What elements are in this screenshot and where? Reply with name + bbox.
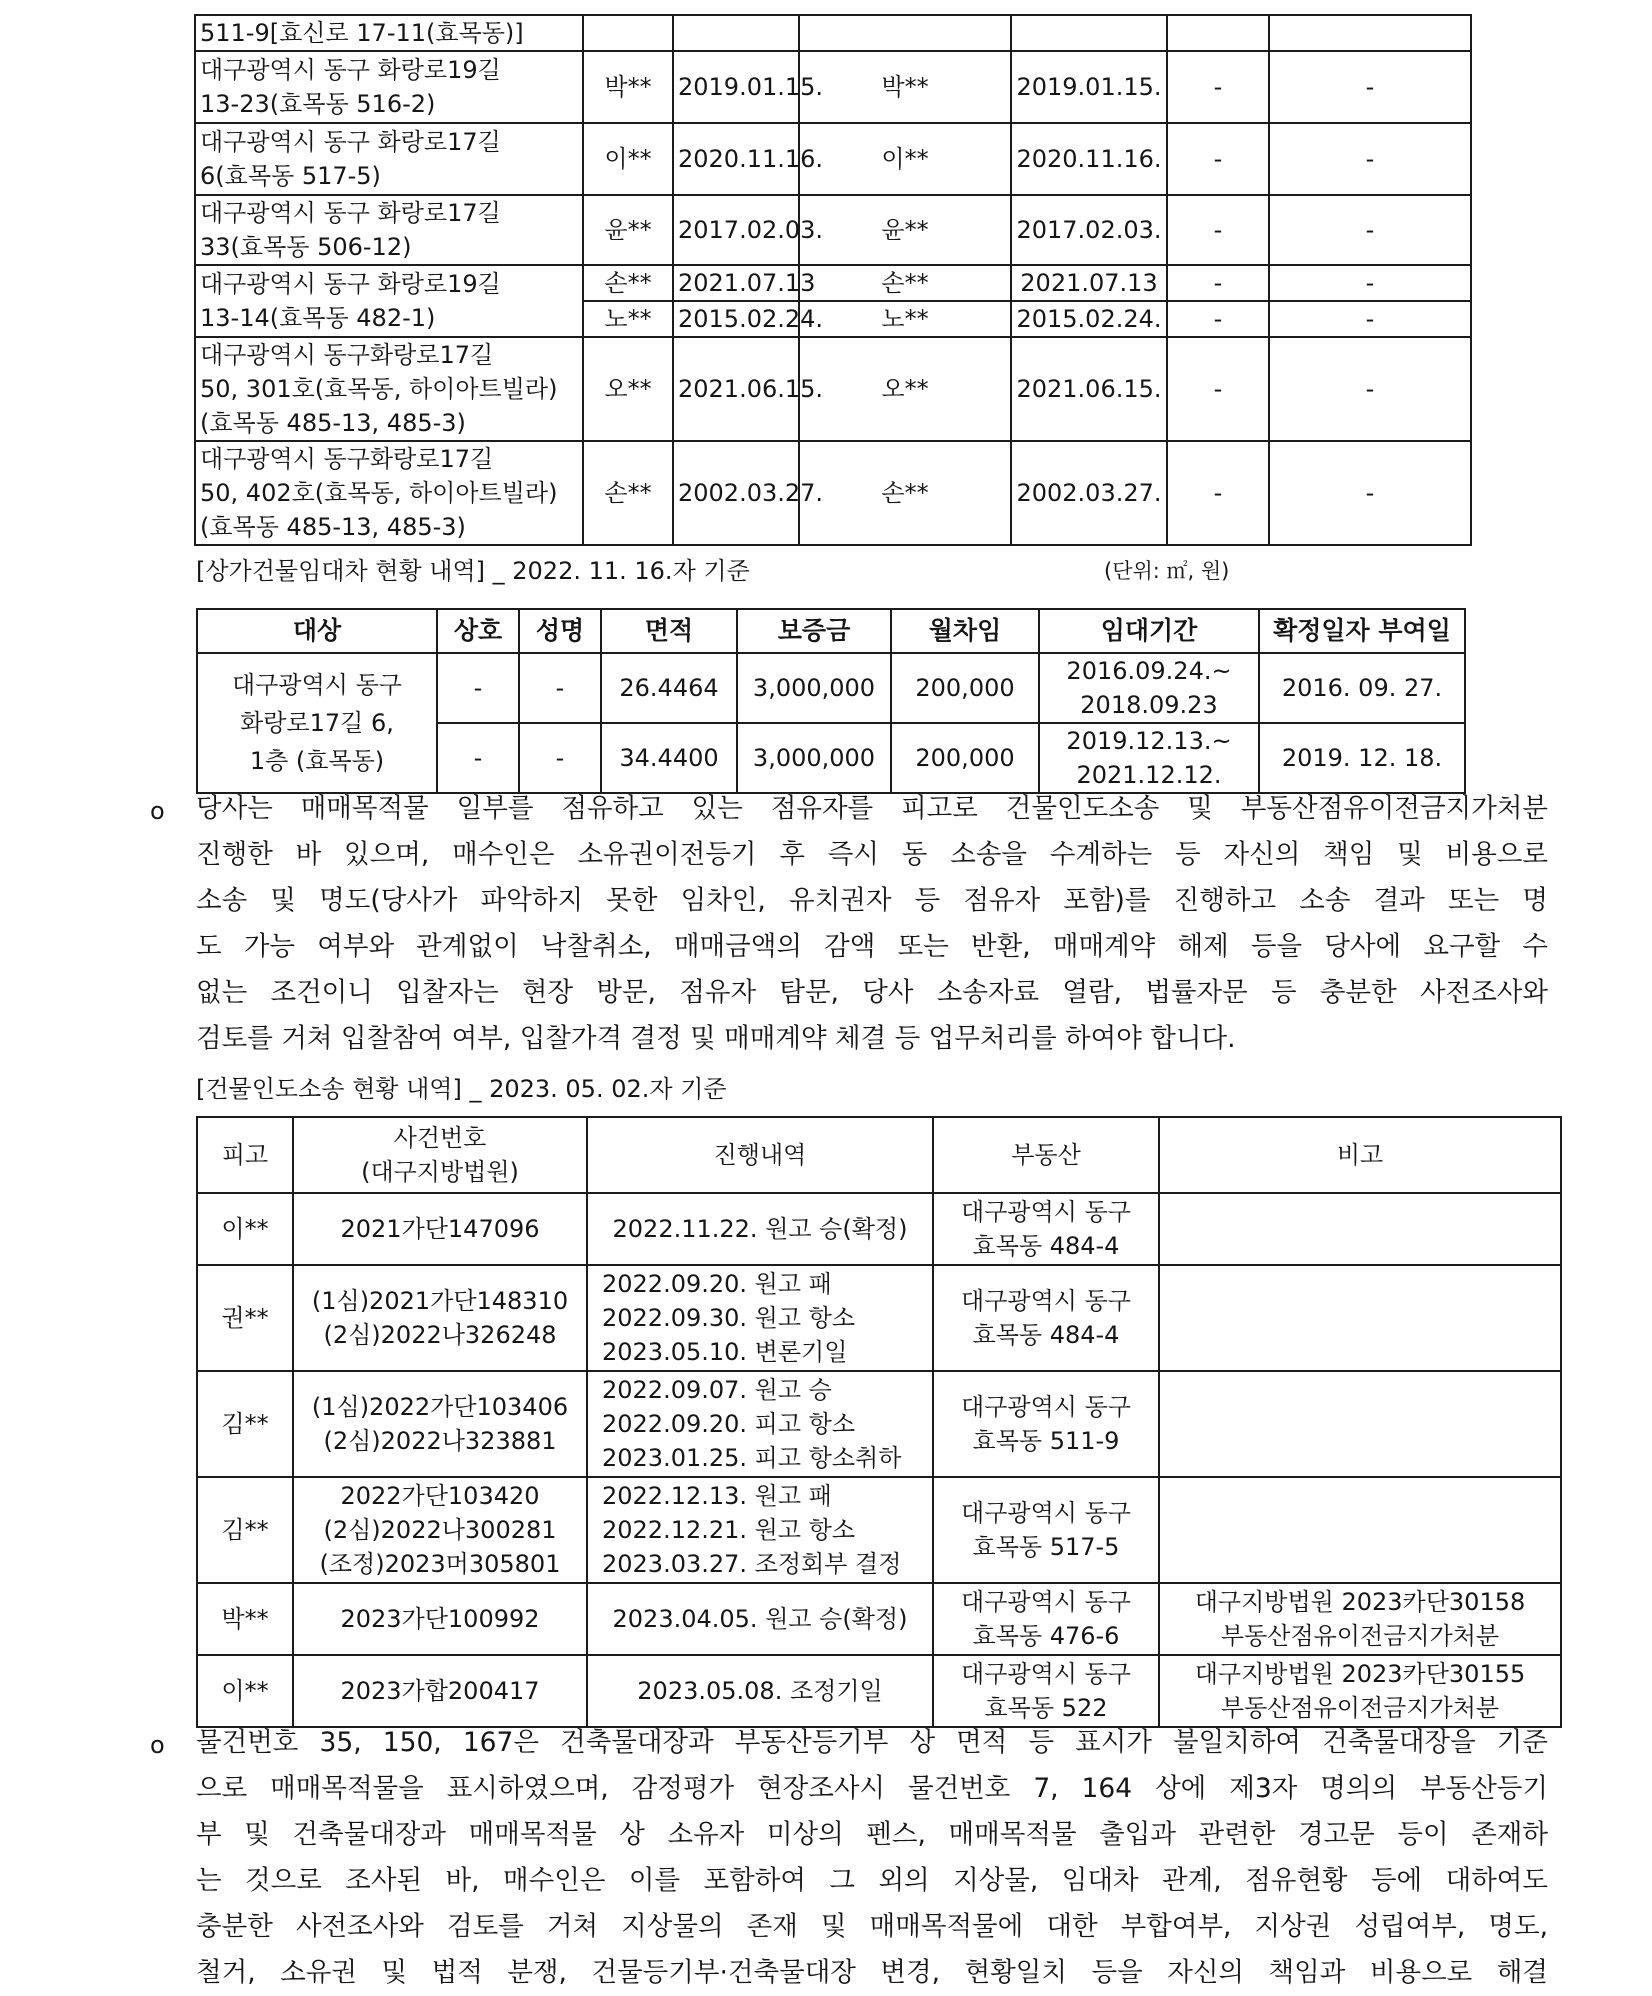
column-header: 면적: [601, 609, 737, 653]
cell: [1269, 15, 1471, 51]
paragraph-line: 철거, 소유권 및 법적 분쟁, 건물등기부·건축물대장 변경, 현황일치 등을 자신의 책임과 비용으로 해결: [196, 1957, 1548, 1988]
cell: 2023.04.05. 원고 승(확정): [587, 1583, 933, 1655]
lawsuit-caption: [건물인도소송 현황 내역] _ 2023. 05. 02.자 기준: [196, 1075, 727, 1103]
cell: 김**: [197, 1477, 293, 1583]
cell: 노**: [799, 301, 1011, 337]
cell: 2021.06.15.: [673, 337, 799, 441]
paragraph-line: 으로 매매목적물을 표시하였으며, 감정평가 현장조사시 물건번호 7, 164 상에 제3자 명의의 부동산등기: [196, 1773, 1548, 1804]
cell: 2016. 09. 27.: [1259, 653, 1465, 723]
cell: 이**: [197, 1193, 293, 1265]
column-header: 성명: [519, 609, 601, 653]
cell: 2021.07.13: [1011, 265, 1167, 301]
column-header: 보증금: [737, 609, 891, 653]
cell: -: [1269, 123, 1471, 195]
cell: 대구광역시 동구 효목동 484-4: [933, 1265, 1159, 1371]
cell: 200,000: [891, 653, 1039, 723]
lease-caption: [상가건물임대차 현황 내역] _ 2022. 11. 16.자 기준: [196, 557, 750, 585]
cell: -: [1269, 51, 1471, 123]
address-cell: 대구광역시 동구 화랑로17길 6(효목동 517-5): [195, 123, 583, 195]
cell: -: [437, 723, 519, 793]
cell: -: [1167, 337, 1269, 441]
address-cell: 대구광역시 동구화랑로17길 50, 402호(효목동, 하이아트빌라) (효목동 485-13, 485-3): [195, 441, 583, 545]
cell: 박**: [197, 1583, 293, 1655]
lease-target-cell: 대구광역시 동구 화랑로17길 6, 1층 (효목동): [197, 653, 437, 793]
cell: 대구광역시 동구 효목동 484-4: [933, 1193, 1159, 1265]
column-header: 월차임: [891, 609, 1039, 653]
column-header: 확정일자 부여일: [1259, 609, 1465, 653]
column-header: 사건번호 (대구지방법원): [293, 1117, 587, 1193]
address-cell: 대구광역시 동구 화랑로19길 13-23(효목동 516-2): [195, 51, 583, 123]
cell: 2022.11.22. 원고 승(확정): [587, 1193, 933, 1265]
column-header: 피고: [197, 1117, 293, 1193]
cell: 2019.01.15.: [673, 51, 799, 123]
cell: -: [1269, 337, 1471, 441]
cell: 2019. 12. 18.: [1259, 723, 1465, 793]
address-cell: 대구광역시 동구 화랑로17길 33(효목동 506-12): [195, 195, 583, 265]
table-row: [195, 265, 1471, 301]
cell: -: [1269, 195, 1471, 265]
cell: 2021가단147096: [293, 1193, 587, 1265]
column-header: 상호: [437, 609, 519, 653]
cell: [1159, 1477, 1561, 1583]
tenant-table: [194, 14, 1472, 546]
cell: 2019.12.13.~ 2021.12.12.: [1039, 723, 1259, 793]
table-row: [195, 441, 1471, 545]
paragraph-line: 는 것으로 조사된 바, 매수인은 이를 포함하여 그 외의 지상물, 임대차 관계, 점유현황 등에 대하여도: [196, 1865, 1548, 1896]
cell: -: [519, 653, 601, 723]
cell: 손**: [799, 265, 1011, 301]
cell: -: [437, 653, 519, 723]
cell: [1011, 15, 1167, 51]
cell: -: [1167, 51, 1269, 123]
column-header: 진행내역: [587, 1117, 933, 1193]
cell: 2019.01.15.: [1011, 51, 1167, 123]
cell: 2023가합200417: [293, 1655, 587, 1727]
table-row: [195, 123, 1471, 195]
cell: 이**: [583, 123, 673, 195]
table-row: [197, 1583, 1561, 1655]
cell: 대구광역시 동구 효목동 517-5: [933, 1477, 1159, 1583]
table-row: [197, 653, 1465, 723]
cell: 손**: [583, 265, 673, 301]
cell: 대구광역시 동구 효목동 476-6: [933, 1583, 1159, 1655]
cell: 34.4400: [601, 723, 737, 793]
paragraph-property-notice: [196, 1720, 1548, 1996]
cell: (1심)2021가단148310 (2심)2022나326248: [293, 1265, 587, 1371]
cell: 윤**: [799, 195, 1011, 265]
table-header-row: [197, 1117, 1561, 1193]
table-row: [195, 15, 1471, 51]
cell: [1159, 1371, 1561, 1477]
cell: [799, 15, 1011, 51]
cell: 대구지방법원 2023카단30158 부동산점유이전금지가처분: [1159, 1583, 1561, 1655]
cell: 2021.06.15.: [1011, 337, 1167, 441]
cell: -: [1269, 301, 1471, 337]
cell: [583, 15, 673, 51]
cell: 2016.09.24.~ 2018.09.23: [1039, 653, 1259, 723]
cell: 대구지방법원 2023카단30155 부동산점유이전금지가처분: [1159, 1655, 1561, 1727]
table-row: [195, 51, 1471, 123]
cell: 2002.03.27.: [1011, 441, 1167, 545]
table-header-row: [197, 609, 1465, 653]
cell: 2022.12.13. 원고 패 2022.12.21. 원고 항소 2023.03.27. 조정회부 결정: [587, 1477, 933, 1583]
table-row: [197, 1265, 1561, 1371]
cell: 2022.09.07. 원고 승 2022.09.20. 피고 항소 2023.01.25. 피고 항소취하: [587, 1371, 933, 1477]
lawsuit-table: [196, 1116, 1562, 1728]
column-header: 부동산: [933, 1117, 1159, 1193]
cell: 2015.02.24.: [673, 301, 799, 337]
lease-table: [196, 608, 1466, 794]
cell: 손**: [583, 441, 673, 545]
paragraph-line: 없는 조건이니 입찰자는 현장 방문, 점유자 탐문, 당사 소송자료 열람, 법률자문 등 충분한 사전조사와: [196, 977, 1548, 1008]
cell: 26.4464: [601, 653, 737, 723]
table-row: [197, 1655, 1561, 1727]
table-row: [197, 1193, 1561, 1265]
paragraph-line: 충분한 사전조사와 검토를 거쳐 지상물의 존재 및 매매목적물에 대한 부합여부, 지상권 성립여부, 명도,: [196, 1911, 1548, 1942]
cell: 2022.09.20. 원고 패 2022.09.30. 원고 항소 2023.05.10. 변론기일: [587, 1265, 933, 1371]
cell: 오**: [799, 337, 1011, 441]
cell: 2022가단103420 (2심)2022나300281 (조정)2023머305801: [293, 1477, 587, 1583]
cell: [1159, 1193, 1561, 1265]
cell: 2020.11.16.: [673, 123, 799, 195]
paragraph-line: 당사는 매매목적물 일부를 점유하고 있는 점유자를 피고로 건물인도소송 및 부동산점유이전금지가처분: [196, 793, 1548, 824]
cell: 윤**: [583, 195, 673, 265]
cell: -: [1269, 265, 1471, 301]
cell: 200,000: [891, 723, 1039, 793]
cell: [1167, 15, 1269, 51]
cell: 박**: [583, 51, 673, 123]
cell: -: [519, 723, 601, 793]
cell: 2021.07.13: [673, 265, 799, 301]
cell: 이**: [799, 123, 1011, 195]
paragraph-line: 물건번호 35, 150, 167은 건축물대장과 부동산등기부 상 면적 등 표시가 불일치하여 건축물대장을 기준: [196, 1727, 1548, 1758]
cell: [673, 15, 799, 51]
cell: [1159, 1265, 1561, 1371]
column-header: 대상: [197, 609, 437, 653]
bullet-marker: o: [150, 1731, 165, 1759]
paragraph-line: 소송 및 명도(당사가 파악하지 못한 임차인, 유치권자 등 점유자 포함)를 진행하고 소송 결과 또는 명: [196, 885, 1548, 916]
cell: 박**: [799, 51, 1011, 123]
lease-unit: (단위: ㎡, 원): [1104, 559, 1230, 583]
cell: 손**: [799, 441, 1011, 545]
cell: -: [1167, 301, 1269, 337]
table-row: [197, 1371, 1561, 1477]
address-cell: 대구광역시 동구화랑로17길 50, 301호(효목동, 하이아트빌라) (효목동 485-13, 485-3): [195, 337, 583, 441]
cell: -: [1269, 441, 1471, 545]
cell: -: [1167, 265, 1269, 301]
address-cell: 대구광역시 동구 화랑로19길 13-14(효목동 482-1): [195, 265, 583, 337]
cell: 대구광역시 동구 효목동 511-9: [933, 1371, 1159, 1477]
paragraph-line: 진행한 바 있으며, 매수인은 소유권이전등기 후 즉시 동 소송을 수계하는 등 자신의 책임 및 비용으로: [196, 839, 1548, 870]
table-row: [195, 195, 1471, 265]
cell: 이**: [197, 1655, 293, 1727]
cell: 2017.02.03.: [673, 195, 799, 265]
cell: -: [1167, 195, 1269, 265]
paragraph-litigation: [196, 786, 1548, 1062]
column-header: 임대기간: [1039, 609, 1259, 653]
cell: 대구광역시 동구 효목동 522: [933, 1655, 1159, 1727]
paragraph-line: 도 가능 여부와 관계없이 낙찰취소, 매매금액의 감액 또는 반환, 매매계약 해제 등을 당사에 요구할 수: [196, 931, 1548, 962]
paragraph-line: 부 및 건축물대장과 매매목적물 상 소유자 미상의 펜스, 매매목적물 출입과 관련한 경고문 등이 존재하: [196, 1819, 1548, 1850]
cell: 2017.02.03.: [1011, 195, 1167, 265]
table-row: [197, 1477, 1561, 1583]
cell: -: [1167, 441, 1269, 545]
paragraph-line: 검토를 거쳐 입찰참여 여부, 입찰가격 결정 및 매매계약 체결 등 업무처리를 하여야 합니다.: [196, 1023, 1236, 1054]
cell: (1심)2022가단103406 (2심)2022나323881: [293, 1371, 587, 1477]
cell: 2015.02.24.: [1011, 301, 1167, 337]
cell: 김**: [197, 1371, 293, 1477]
address-cell: 511-9[효신로 17-11(효목동)]: [195, 15, 583, 51]
column-header: 비고: [1159, 1117, 1561, 1193]
cell: 2002.03.27.: [673, 441, 799, 545]
cell: 2023.05.08. 조정기일: [587, 1655, 933, 1727]
cell: 노**: [583, 301, 673, 337]
cell: -: [1167, 123, 1269, 195]
cell: 2023가단100992: [293, 1583, 587, 1655]
table-row: [195, 337, 1471, 441]
cell: 오**: [583, 337, 673, 441]
bullet-marker: o: [150, 797, 165, 825]
cell: 권**: [197, 1265, 293, 1371]
cell: 3,000,000: [737, 723, 891, 793]
cell: 2020.11.16.: [1011, 123, 1167, 195]
cell: 3,000,000: [737, 653, 891, 723]
